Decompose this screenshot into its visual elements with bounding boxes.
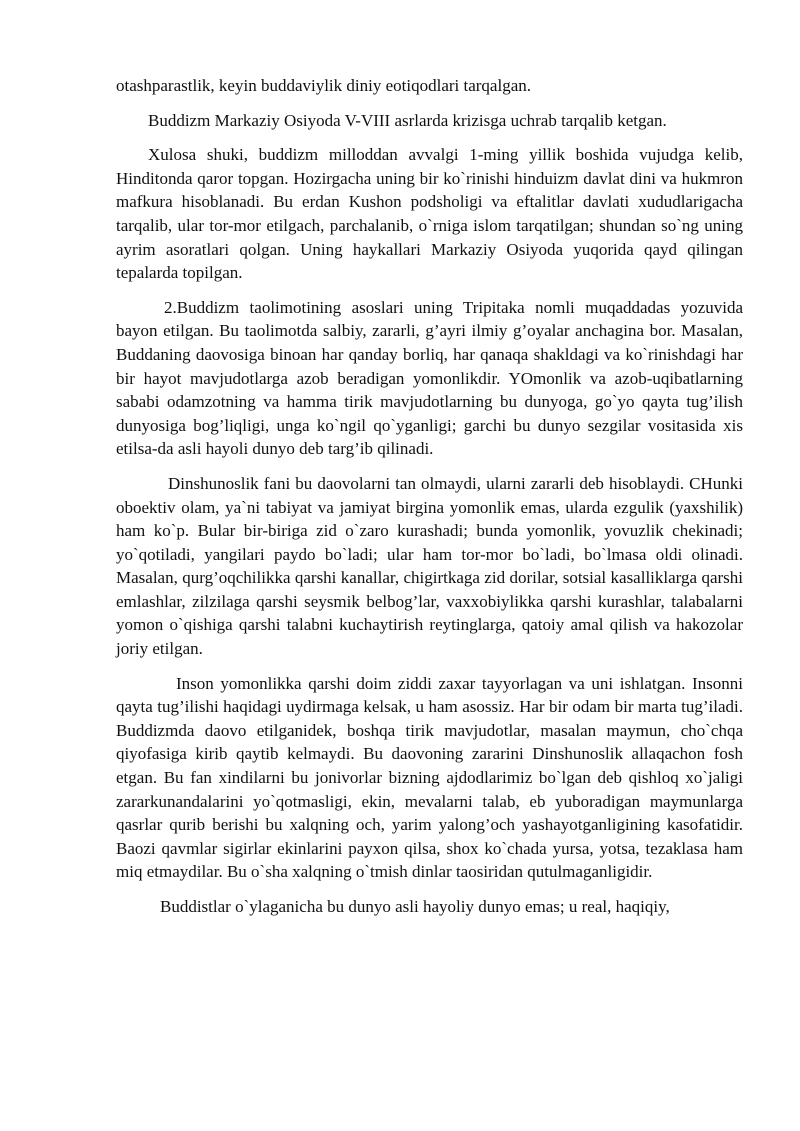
paragraph-continuation: otashparastlik, keyin buddaviylik diniy eotiqodlari tarqalgan.: [116, 76, 531, 95]
paragraph-rebirth: Inson yomonlikka qarshi doim ziddi zaxar tayyorlagan va uni ishlatgan. Insonni qayta tug’ilishi haqidagi uydirmaga kelsak, u ham asossiz. Har bir odam bir marta tug’iladi. Buddizmda daovo etilganidek, boshqa tirik mavjudotlar, masalan maymun, cho`chqa qiyofasiga kirib qaytib kelmaydi. Bu daovoning zararini Dinshunoslik allaqachon fosh etgan. Bu fan xindilarni bu jonivorlar bizning ajdodlarimiz bo`lgan deb qishloq xo`jaligi zararkunandalarini yo`qotmasligi, ekin, mevalarni talab, eb yuboradigan maymunlarga qasrlar qurib berishi bu xalqning och, yarim yalong’och yashayotganligining kasofatidir. Baozi qavmlar sigirlar ekinlarini payxon qilsa, shox ko`chada yursa, yotsa, tezaklasa ham miq etmaydilar. Bu o`sha xalqning o`tmish dinlar taosiridan qutulmaganligidir.: [116, 673, 743, 882]
paragraph-buddhists: Buddistlar o`ylaganicha bu dunyo asli hayoliy dunyo emas; u real, haqiqiy,: [160, 897, 670, 916]
paragraph-buddhism-crisis: Buddizm Markaziy Osiyoda V-VIII asrlarda krizisga uchrab tarqalib ketgan.: [148, 110, 667, 130]
paragraph-religious-studies: Dinshunoslik fani bu daovolarni tan olmaydi, ularni zararli deb hisoblaydi. CHunki oboektiv olam, ya`ni tabiyat va jamiyat birgina yomonlik emas, ularda ezgulik (yaxshilik) ham ko`p. Bular bir-biriga zid o`zaro kurashadi; bunda yomonlik, yovuzlik chekinadi; yo`qotiladi, yangilari paydo bo`ladi; ular ham tor-mor bo`ladi, bo`lmasa oldi olinadi. Masalan, qurg’oqchilikka qarshi kanallar, chigirtkaga zid dorilar, sotsial kasalliklarga qarshi emlashlar, zilzilaga qarshi seysmik belbog’lar, vaxxobiylikka qarshi kurashlar, talabalarni yomon o`qishiga qarshi talabni kuchaytirish reytinglarga, qatoiy amal qilish va hakozolar joriy etilgan.: [116, 473, 743, 659]
paragraph-tripitaka: 2.Buddizm taolimotining asoslari uning Tripitaka nomli muqaddadas yozuvida bayon etilgan. Bu taolimotda salbiy, zararli, g’ayri ilmiy g’oyalar anchagina bor. Masalan, Buddaning daovosiga binoan har qanday borliq, har qanaqa shakldagi va ko`rinishdagi har bir hayot mavjudotlarga azob beradigan yomonlikdir. YOmonlik va azob-uqibatlarning sababi odamzotning va hamma tirik mavjudotlarning bu dunyoga, go`yo qayta tug’ilish dunyosiga bog’liqligi, unga ko`ngil qo`yganligi; garchi bu dunyo sezgilar vositasida xis etilsa-da asli hayoli dunyo deb targ’ib qilinadi.: [116, 297, 743, 459]
paragraph-conclusion: Xulosa shuki, buddizm milloddan avvalgi 1-ming yillik boshida vujudga kelib, Hinditonda qaror topgan. Hozirgacha uning bir ko`rinishi hinduizm davlat dini va hukmron mafkura hisoblanadi. Bu erdan Kushon podsholigi va eftalitlar davlati xududlarigacha tarqalib, ular tor-mor etilgach, parchalanib, o`rniga islom tarqatilgan; shundan so`ng uning ayrim asoratlari qolgan. Uning haykallari Markaziy Osiyoda yuqorida qayd qilingan tepalarda topilgan.: [116, 145, 743, 283]
